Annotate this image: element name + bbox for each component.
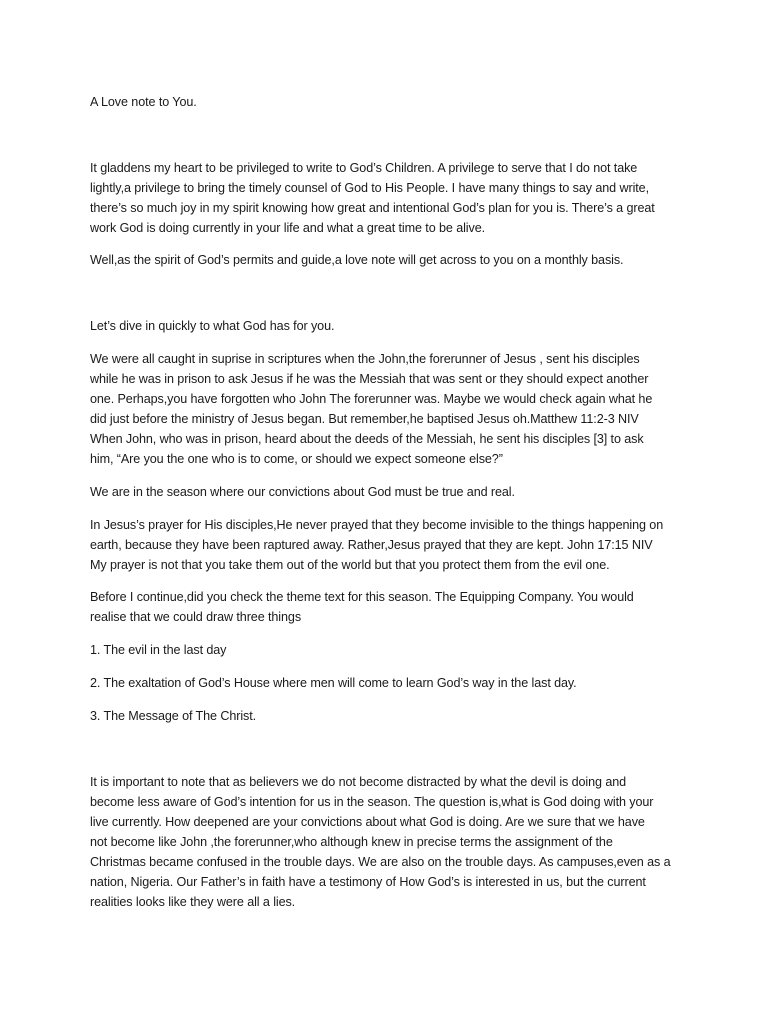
text-line: him, “Are you the one who is to come, or should we expect someone else?”	[90, 452, 503, 466]
text-line: one. Perhaps,you have forgotten who John The forerunner was. Maybe we would check again what he	[90, 392, 653, 406]
list-item	[90, 673, 690, 693]
text-line: Let’s dive in quickly to what God has for you.	[90, 319, 335, 333]
text-line: Christmas became confused in the trouble days. We are also on the trouble days. As campuses,even as a	[90, 855, 671, 869]
text-line: did just before the ministry of Jesus began. But remember,he baptised Jesus oh.Matthew 11:2-3 NIV	[90, 412, 639, 426]
text-line: realise that we could draw three things	[90, 610, 302, 624]
text-line: 1. The evil in the last day	[90, 643, 227, 657]
paragraph-monthly-note	[90, 250, 690, 270]
paragraph-convictions	[90, 482, 690, 502]
text-line: while he was in prison to ask Jesus if he was the Messiah that was sent or they should expect another	[90, 372, 649, 386]
text-line: 2. The exaltation of God’s House where men will come to learn God’s way in the last day.	[90, 676, 577, 690]
text-line: 3. The Message of The Christ.	[90, 709, 257, 723]
paragraph-john-forerunner	[90, 349, 690, 469]
text-line: not become like John ,the forerunner,who although knew in precise terms the assignment of the	[90, 835, 613, 849]
text-line: In Jesus’s prayer for His disciples,He never prayed that they become invisible to the things happening on	[90, 518, 664, 532]
text-line: realities looks like they were all a lies.	[90, 895, 296, 909]
text-line: It gladdens my heart to be privileged to write to God’s Children. A privilege to serve that I do not take	[90, 161, 638, 175]
text-line: earth, because they have been raptured away. Rather,Jesus prayed that they are kept. John 17:15 NIV	[90, 538, 653, 552]
text-line: nation, Nigeria. Our Father’s in faith have a testimony of How God’s is interested in us, but the current	[90, 875, 646, 889]
text-line: lightly,a privilege to bring the timely counsel of God to His People. I have many things to say and write,	[90, 181, 649, 195]
text-line: become less aware of God’s intention for us in the season. The question is,what is God doing with your	[90, 795, 654, 809]
text-line: Before I continue,did you check the theme text for this season. The Equipping Company. You would	[90, 590, 634, 604]
text-line: live currently. How deepened are your convictions about what God is doing. Are we sure that we have	[90, 815, 645, 829]
text-line: We were all caught in suprise in scriptures when the John,the forerunner of Jesus , sent his disciples	[90, 352, 640, 366]
list-item	[90, 706, 690, 726]
text-line: It is important to note that as believers we do not become distracted by what the devil is doing and	[90, 775, 627, 789]
text-line: work God is doing currently in your life and what a great time to be alive.	[90, 221, 486, 235]
text-line: We are in the season where our convictions about God must be true and real.	[90, 485, 515, 499]
paragraph-theme-text	[90, 587, 690, 627]
paragraph-jesus-prayer	[90, 515, 690, 575]
text-line: A Love note to You.	[90, 95, 197, 109]
text-line: there’s so much joy in my spirit knowing how great and intentional God’s plan for you is. There’s a great	[90, 201, 655, 215]
text-line: When John, who was in prison, heard about the deeds of the Messiah, he sent his disciples [3] to ask	[90, 432, 644, 446]
paragraph-intro	[90, 158, 690, 238]
text-line: Well,as the spirit of God’s permits and guide,a love note will get across to you on a monthly basis.	[90, 253, 624, 267]
text-line: My prayer is not that you take them out of the world but that you protect them from the evil one.	[90, 558, 610, 572]
list-item	[90, 640, 690, 660]
paragraph-important-note	[90, 772, 690, 912]
document-title	[90, 92, 690, 112]
paragraph-dive-in	[90, 316, 690, 336]
